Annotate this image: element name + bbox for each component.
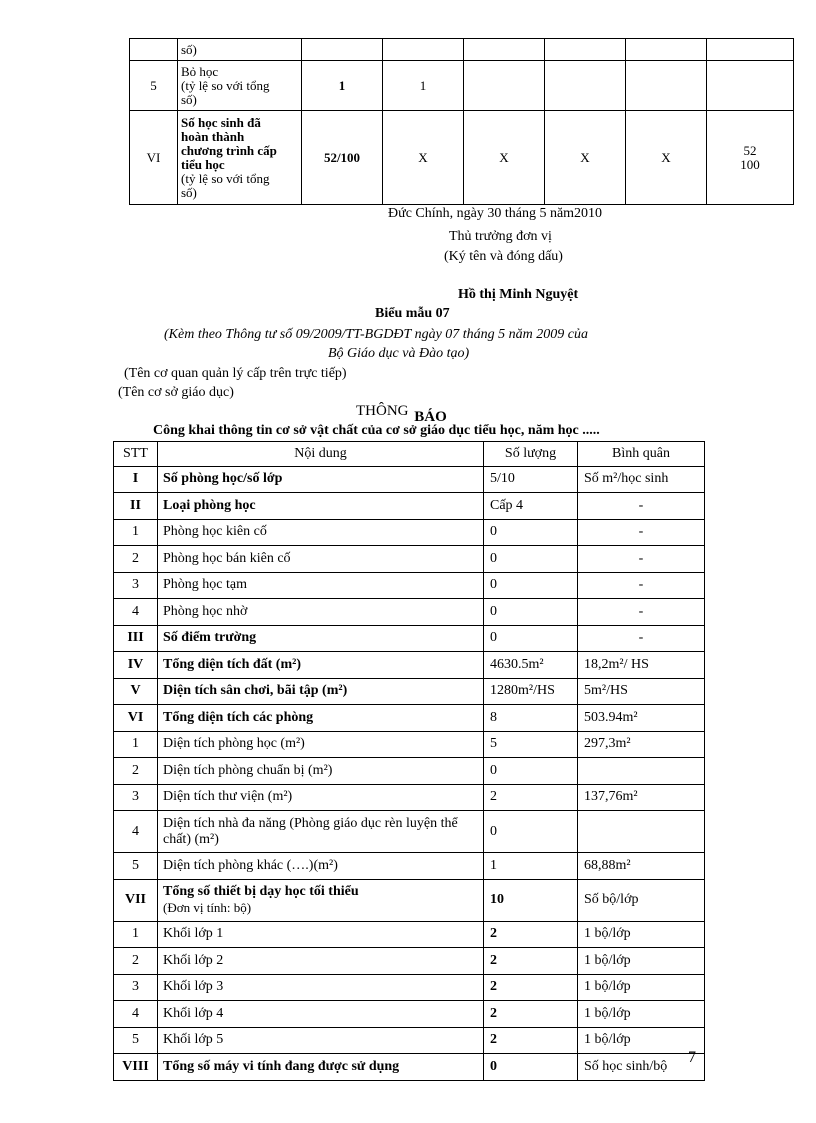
row-content (158, 974, 484, 1001)
row-quantity: 0 (484, 625, 578, 652)
row-quantity: 2 (484, 921, 578, 948)
row-average: 1 bộ/lớp (578, 1001, 705, 1028)
content-text: Khối lớp 2 (163, 952, 224, 968)
table-row (114, 879, 705, 921)
row-average: 5m²/HS (578, 678, 705, 705)
row-quantity: 4630.5m² (484, 652, 578, 679)
row-content (158, 853, 484, 880)
row-stt: II (114, 493, 158, 520)
content-text: Diện tích nhà đa năng (Phòng giáo dục rèn luyện thể chất) (m²) (163, 815, 458, 847)
content-text: Khối lớp 1 (163, 926, 224, 942)
content-line: (tỷ lệ so với tổng (181, 77, 270, 93)
circular-reference-ministry: Bộ Giáo dục và Đào tạo) (328, 346, 470, 361)
announcement-word-1: THÔNG (356, 403, 409, 419)
row-stt: 3 (114, 974, 158, 1001)
content-line: chương trình cấp (181, 142, 277, 158)
column-header: STT (114, 442, 158, 467)
row-value: X (545, 111, 626, 205)
row-stt: VIII (114, 1054, 158, 1081)
row-value (302, 39, 383, 61)
table-row (114, 758, 705, 785)
content-text: Số phòng học/số lớp (163, 471, 283, 487)
enrollment-table-continued (129, 38, 794, 205)
table-row (114, 1054, 705, 1081)
content-text: Diện tích sân chơi, bãi tập (m²) (163, 683, 348, 699)
row-content (158, 811, 484, 853)
content-text: Diện tích thư viện (m²) (163, 789, 293, 805)
row-average: - (578, 599, 705, 626)
row-quantity: 5 (484, 731, 578, 758)
row-value (707, 61, 794, 111)
row-value: X (383, 111, 464, 205)
content-line: số) (181, 184, 197, 200)
table-row (130, 111, 794, 205)
announcement-word-2: BÁO (414, 409, 447, 425)
announcement-subtitle: Công khai thông tin cơ sở vật chất của cơ sở giáo dục tiểu học, năm học ..... (153, 423, 600, 438)
content-line: (tỷ lệ so với tổng (181, 170, 270, 186)
row-value (626, 39, 707, 61)
row-quantity: 10 (484, 879, 578, 921)
row-stt: 3 (114, 784, 158, 811)
content-line: tiểu học (181, 156, 225, 172)
row-quantity: 8 (484, 705, 578, 732)
row-value: X (464, 111, 545, 205)
row-value (464, 61, 545, 111)
row-quantity: 0 (484, 758, 578, 785)
row-content (158, 948, 484, 975)
column-header: Nội dung (158, 442, 484, 467)
content-text: Diện tích phòng học (m²) (163, 736, 305, 752)
table-row (114, 1001, 705, 1028)
circular-reference: (Kèm theo Thông tư số 09/2009/TT-BGDĐT ngày 07 tháng 5 năm 2009 của (164, 327, 589, 342)
row-average (578, 758, 705, 785)
row-content (158, 921, 484, 948)
row-quantity: 1 (484, 853, 578, 880)
content-text: Tổng số máy vi tính đang được sử dụng (163, 1058, 400, 1074)
row-quantity: 2 (484, 784, 578, 811)
row-average (578, 811, 705, 853)
row-number: 5 (130, 61, 178, 111)
content-line: hoàn thành (181, 128, 245, 144)
row-content (158, 599, 484, 626)
row-value: X (626, 111, 707, 205)
form-label: Biểu mẫu 07 (375, 306, 450, 321)
row-average: 18,2m²/ HS (578, 652, 705, 679)
table-row (114, 599, 705, 626)
row-quantity: 5/10 (484, 466, 578, 493)
row-quantity: 1280m²/HS (484, 678, 578, 705)
row-quantity: 0 (484, 519, 578, 546)
row-average: 503.94m² (578, 705, 705, 732)
row-average: 68,88m² (578, 853, 705, 880)
table-row (114, 784, 705, 811)
table-row (114, 948, 705, 975)
page-number: 7 (688, 1049, 696, 1066)
row-average: Số bộ/lớp (578, 879, 705, 921)
row-value (545, 39, 626, 61)
row-quantity: 2 (484, 1001, 578, 1028)
row-average: - (578, 493, 705, 520)
row-content (158, 731, 484, 758)
content-text: Tổng diện tích đất (m²) (163, 656, 301, 672)
table-row (114, 546, 705, 573)
row-content (178, 39, 302, 61)
content-text: Phòng học nhờ (163, 603, 248, 619)
table-row (114, 705, 705, 732)
row-value: 1 (302, 61, 383, 111)
row-content (158, 572, 484, 599)
row-value: 52/100 (302, 111, 383, 205)
content-text: Khối lớp 3 (163, 979, 224, 995)
content-text: Phòng học bán kiên cố (163, 550, 291, 566)
row-average: Số m²/học sinh (578, 466, 705, 493)
row-stt: 5 (114, 1027, 158, 1054)
row-content (158, 1027, 484, 1054)
row-value (545, 61, 626, 111)
row-value: 1 (383, 61, 464, 111)
row-average: 1 bộ/lớp (578, 948, 705, 975)
content-text: Số điểm trường (163, 630, 257, 646)
row-number: VI (130, 111, 178, 205)
content-line: số) (181, 91, 197, 107)
row-stt: 4 (114, 811, 158, 853)
table-row (114, 625, 705, 652)
table-row (114, 921, 705, 948)
row-content (158, 1001, 484, 1028)
row-content (158, 519, 484, 546)
row-average: - (578, 625, 705, 652)
signer-name: Hồ thị Minh Nguyệt (458, 287, 579, 302)
content-line: số) (181, 41, 197, 57)
signature-note: (Ký tên và đóng dấu) (444, 249, 563, 264)
row-content (158, 879, 484, 921)
table-row (130, 61, 794, 111)
row-value: 52 100 (707, 111, 794, 205)
row-stt: V (114, 678, 158, 705)
content-text: Phòng học tạm (163, 577, 247, 593)
content-text: Tổng số thiết bị dạy học tối thiểu (163, 884, 359, 899)
row-content (158, 546, 484, 573)
row-quantity: 0 (484, 1054, 578, 1081)
table-header-row (114, 442, 705, 467)
place-date: Đức Chính, ngày 30 tháng 5 năm2010 (388, 206, 603, 221)
row-average: 137,76m² (578, 784, 705, 811)
row-content (158, 784, 484, 811)
row-stt: 4 (114, 1001, 158, 1028)
row-stt: 4 (114, 599, 158, 626)
row-content (158, 652, 484, 679)
row-quantity: 2 (484, 948, 578, 975)
row-quantity: 0 (484, 811, 578, 853)
content-line: Số học sinh đã (181, 114, 261, 130)
table-row (114, 1027, 705, 1054)
row-value (464, 39, 545, 61)
row-content (178, 111, 302, 205)
content-text: Phòng học kiên cố (163, 524, 267, 540)
row-quantity: 2 (484, 974, 578, 1001)
row-content (158, 705, 484, 732)
row-content (178, 61, 302, 111)
table-row (114, 731, 705, 758)
announcement-title (356, 403, 447, 425)
content-text: Tổng diện tích các phòng (163, 709, 314, 725)
table-row (114, 466, 705, 493)
row-stt: IV (114, 652, 158, 679)
row-stt: 5 (114, 853, 158, 880)
content-line: Bỏ học (181, 63, 219, 79)
content-text: Khối lớp 5 (163, 1032, 224, 1048)
table-row (114, 572, 705, 599)
table-row (114, 853, 705, 880)
table-row (130, 39, 794, 61)
row-content (158, 758, 484, 785)
row-average: 297,3m² (578, 731, 705, 758)
row-average: - (578, 546, 705, 573)
content-text: Diện tích phòng chuẩn bị (m²) (163, 762, 333, 778)
row-quantity: 2 (484, 1027, 578, 1054)
row-stt: I (114, 466, 158, 493)
table-row (114, 652, 705, 679)
row-number (130, 39, 178, 61)
row-stt: 1 (114, 921, 158, 948)
row-quantity: 0 (484, 546, 578, 573)
row-content (158, 625, 484, 652)
row-content (158, 678, 484, 705)
row-quantity: 0 (484, 572, 578, 599)
content-text: Diện tích phòng khác (….)(m²) (163, 857, 338, 873)
table-row (114, 519, 705, 546)
signer-title: Thủ trưởng đơn vị (449, 229, 552, 244)
row-quantity: 0 (484, 599, 578, 626)
table-row (114, 811, 705, 853)
table-row (114, 974, 705, 1001)
row-average: Số học sinh/bộ (578, 1054, 705, 1081)
table-row (114, 678, 705, 705)
content-text: Loại phòng học (163, 497, 256, 513)
row-stt: 2 (114, 758, 158, 785)
row-average: - (578, 572, 705, 599)
row-content (158, 1054, 484, 1081)
facilities-table (113, 441, 705, 1081)
column-header: Số lượng (484, 442, 578, 467)
agency-name: (Tên cơ quan quản lý cấp trên trực tiếp) (124, 366, 347, 381)
row-quantity: Cấp 4 (484, 493, 578, 520)
table-row (114, 493, 705, 520)
row-stt: VII (114, 879, 158, 921)
row-stt: III (114, 625, 158, 652)
school-name: (Tên cơ sở giáo dục) (118, 385, 234, 400)
row-stt: 1 (114, 519, 158, 546)
content-text: Khối lớp 4 (163, 1005, 224, 1021)
row-average: 1 bộ/lớp (578, 921, 705, 948)
row-content (158, 493, 484, 520)
row-stt: 2 (114, 948, 158, 975)
content-subtext: (Đơn vị tính: bộ) (163, 900, 252, 915)
row-average: 1 bộ/lớp (578, 1027, 705, 1054)
row-content (158, 466, 484, 493)
row-stt: VI (114, 705, 158, 732)
row-stt: 3 (114, 572, 158, 599)
row-stt: 2 (114, 546, 158, 573)
row-value (383, 39, 464, 61)
column-header: Bình quân (578, 442, 705, 467)
row-value (707, 39, 794, 61)
row-stt: 1 (114, 731, 158, 758)
row-average: - (578, 519, 705, 546)
row-average: 1 bộ/lớp (578, 974, 705, 1001)
row-value (626, 61, 707, 111)
